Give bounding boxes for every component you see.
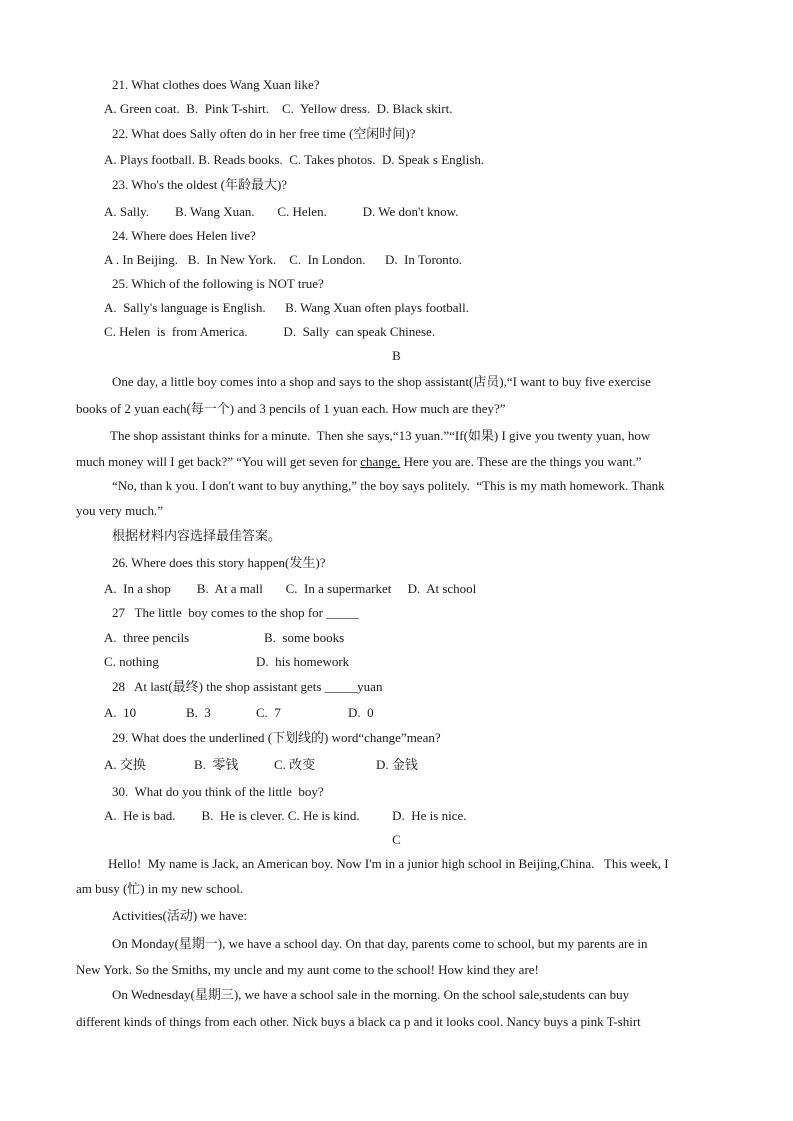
q27-option-c: C. nothing — [104, 654, 159, 669]
q25-options-cd: C. Helen is from America. D. Sally can speak Chinese. — [104, 324, 436, 339]
q29-option-a: A. 交换 — [104, 757, 146, 772]
q28-option-a: A. 10 — [104, 705, 137, 720]
passage-c-p1-line1: Hello! My name is Jack, an American boy. Now I'm in a junior high school in Beijing,China. This week, I — [108, 856, 669, 871]
q28-option-b: B. 3 — [186, 705, 211, 720]
q22-stem: 22. What does Sally often do in her free time (空闲时间)? — [112, 126, 416, 141]
q28-stem: 28 At last(最终) the shop assistant gets _____yuan — [112, 679, 383, 694]
q30-stem: 30. What do you think of the little boy? — [112, 784, 324, 799]
q22-options: A. Plays football. B. Reads books. C. Takes photos. D. Speak s English. — [104, 152, 485, 167]
q24-options: A . In Beijing. B. In New York. C. In London. D. In Toronto. — [104, 252, 463, 267]
passage-b-p1-line2: books of 2 yuan each(每一个) and 3 pencils of 1 yuan each. How much are they?” — [76, 401, 506, 416]
q21-options: A. Green coat. B. Pink T-shirt. C. Yellow dress. D. Black skirt. — [104, 101, 453, 116]
q27-option-a: A. three pencils — [104, 630, 190, 645]
q29-option-b: B. 零钱 — [194, 757, 239, 772]
passage-c-activities: Activities(活动) we have: — [112, 908, 248, 923]
q24-stem: 24. Where does Helen live? — [112, 228, 256, 243]
passage-c-p3-line1: On Wednesday(星期三), we have a school sale in the morning. On the school sale,students can buy — [112, 987, 630, 1002]
passage-c-p1-line2: am busy (忙) in my new school. — [76, 881, 244, 896]
q26-options: A. In a shop B. At a mall C. In a supermarket D. At school — [104, 581, 477, 596]
q21-stem: 21. What clothes does Wang Xuan like? — [112, 77, 320, 92]
section-b-heading: B — [392, 348, 401, 363]
passage-b-p2-line2: much money will I get back?” “You will get seven for change. Here you are. These are the things you want.” — [76, 454, 642, 469]
passage-b-p1-line1: One day, a little boy comes into a shop and says to the shop assistant(店员),“I want to buy five exercise — [112, 374, 651, 389]
instruction: 根据材料内容选择最佳答案。 — [112, 529, 282, 544]
q29-option-d: D. 金钱 — [376, 757, 418, 772]
q29-stem: 29. What does the underlined (下划线的) word“change”mean? — [112, 730, 441, 745]
passage-c-p3-line2: different kinds of things from each other. Nick buys a black ca p and it looks cool. Nancy buys a pink T-shirt — [76, 1014, 641, 1029]
q30-options: A. He is bad. B. He is clever. C. He is kind. D. He is nice. — [104, 808, 467, 823]
passage-c-p2-line2: New York. So the Smiths, my uncle and my aunt come to the school! How kind they are! — [76, 962, 539, 977]
q23-options: A. Sally. B. Wang Xuan. C. Helen. D. We don't know. — [104, 204, 459, 219]
q23-stem: 23. Who's the oldest (年龄最大)? — [112, 177, 288, 192]
q26-stem: 26. Where does this story happen(发生)? — [112, 555, 326, 570]
q25-stem: 25. Which of the following is NOT true? — [112, 276, 324, 291]
q29-option-c: C. 改变 — [274, 757, 316, 772]
q28-option-d: D. 0 — [348, 705, 374, 720]
section-c-heading: C — [392, 832, 401, 847]
q27-option-b: B. some books — [264, 630, 345, 645]
passage-b-p3-line1: “No, than k you. I don't want to buy anything,” the boy says politely. “This is my math homework. Thank — [112, 478, 665, 493]
q27-stem: 27 The little boy comes to the shop for _____ — [112, 605, 359, 620]
passage-b-p3-line2: you very much.” — [76, 503, 164, 518]
passage-b-p2-line1: The shop assistant thinks for a minute. Then she says,“13 yuan.”“If(如果) I give you twenty yuan, how — [110, 428, 651, 443]
q25-options-ab: A. Sally's language is English. B. Wang Xuan often plays football. — [104, 300, 470, 315]
q28-option-c: C. 7 — [256, 705, 281, 720]
q27-option-d: D. his homework — [256, 654, 350, 669]
passage-c-p2-line1: On Monday(星期一), we have a school day. On that day, parents come to school, but my parents are in — [112, 936, 648, 951]
underlined-word-change: change. — [360, 454, 401, 469]
